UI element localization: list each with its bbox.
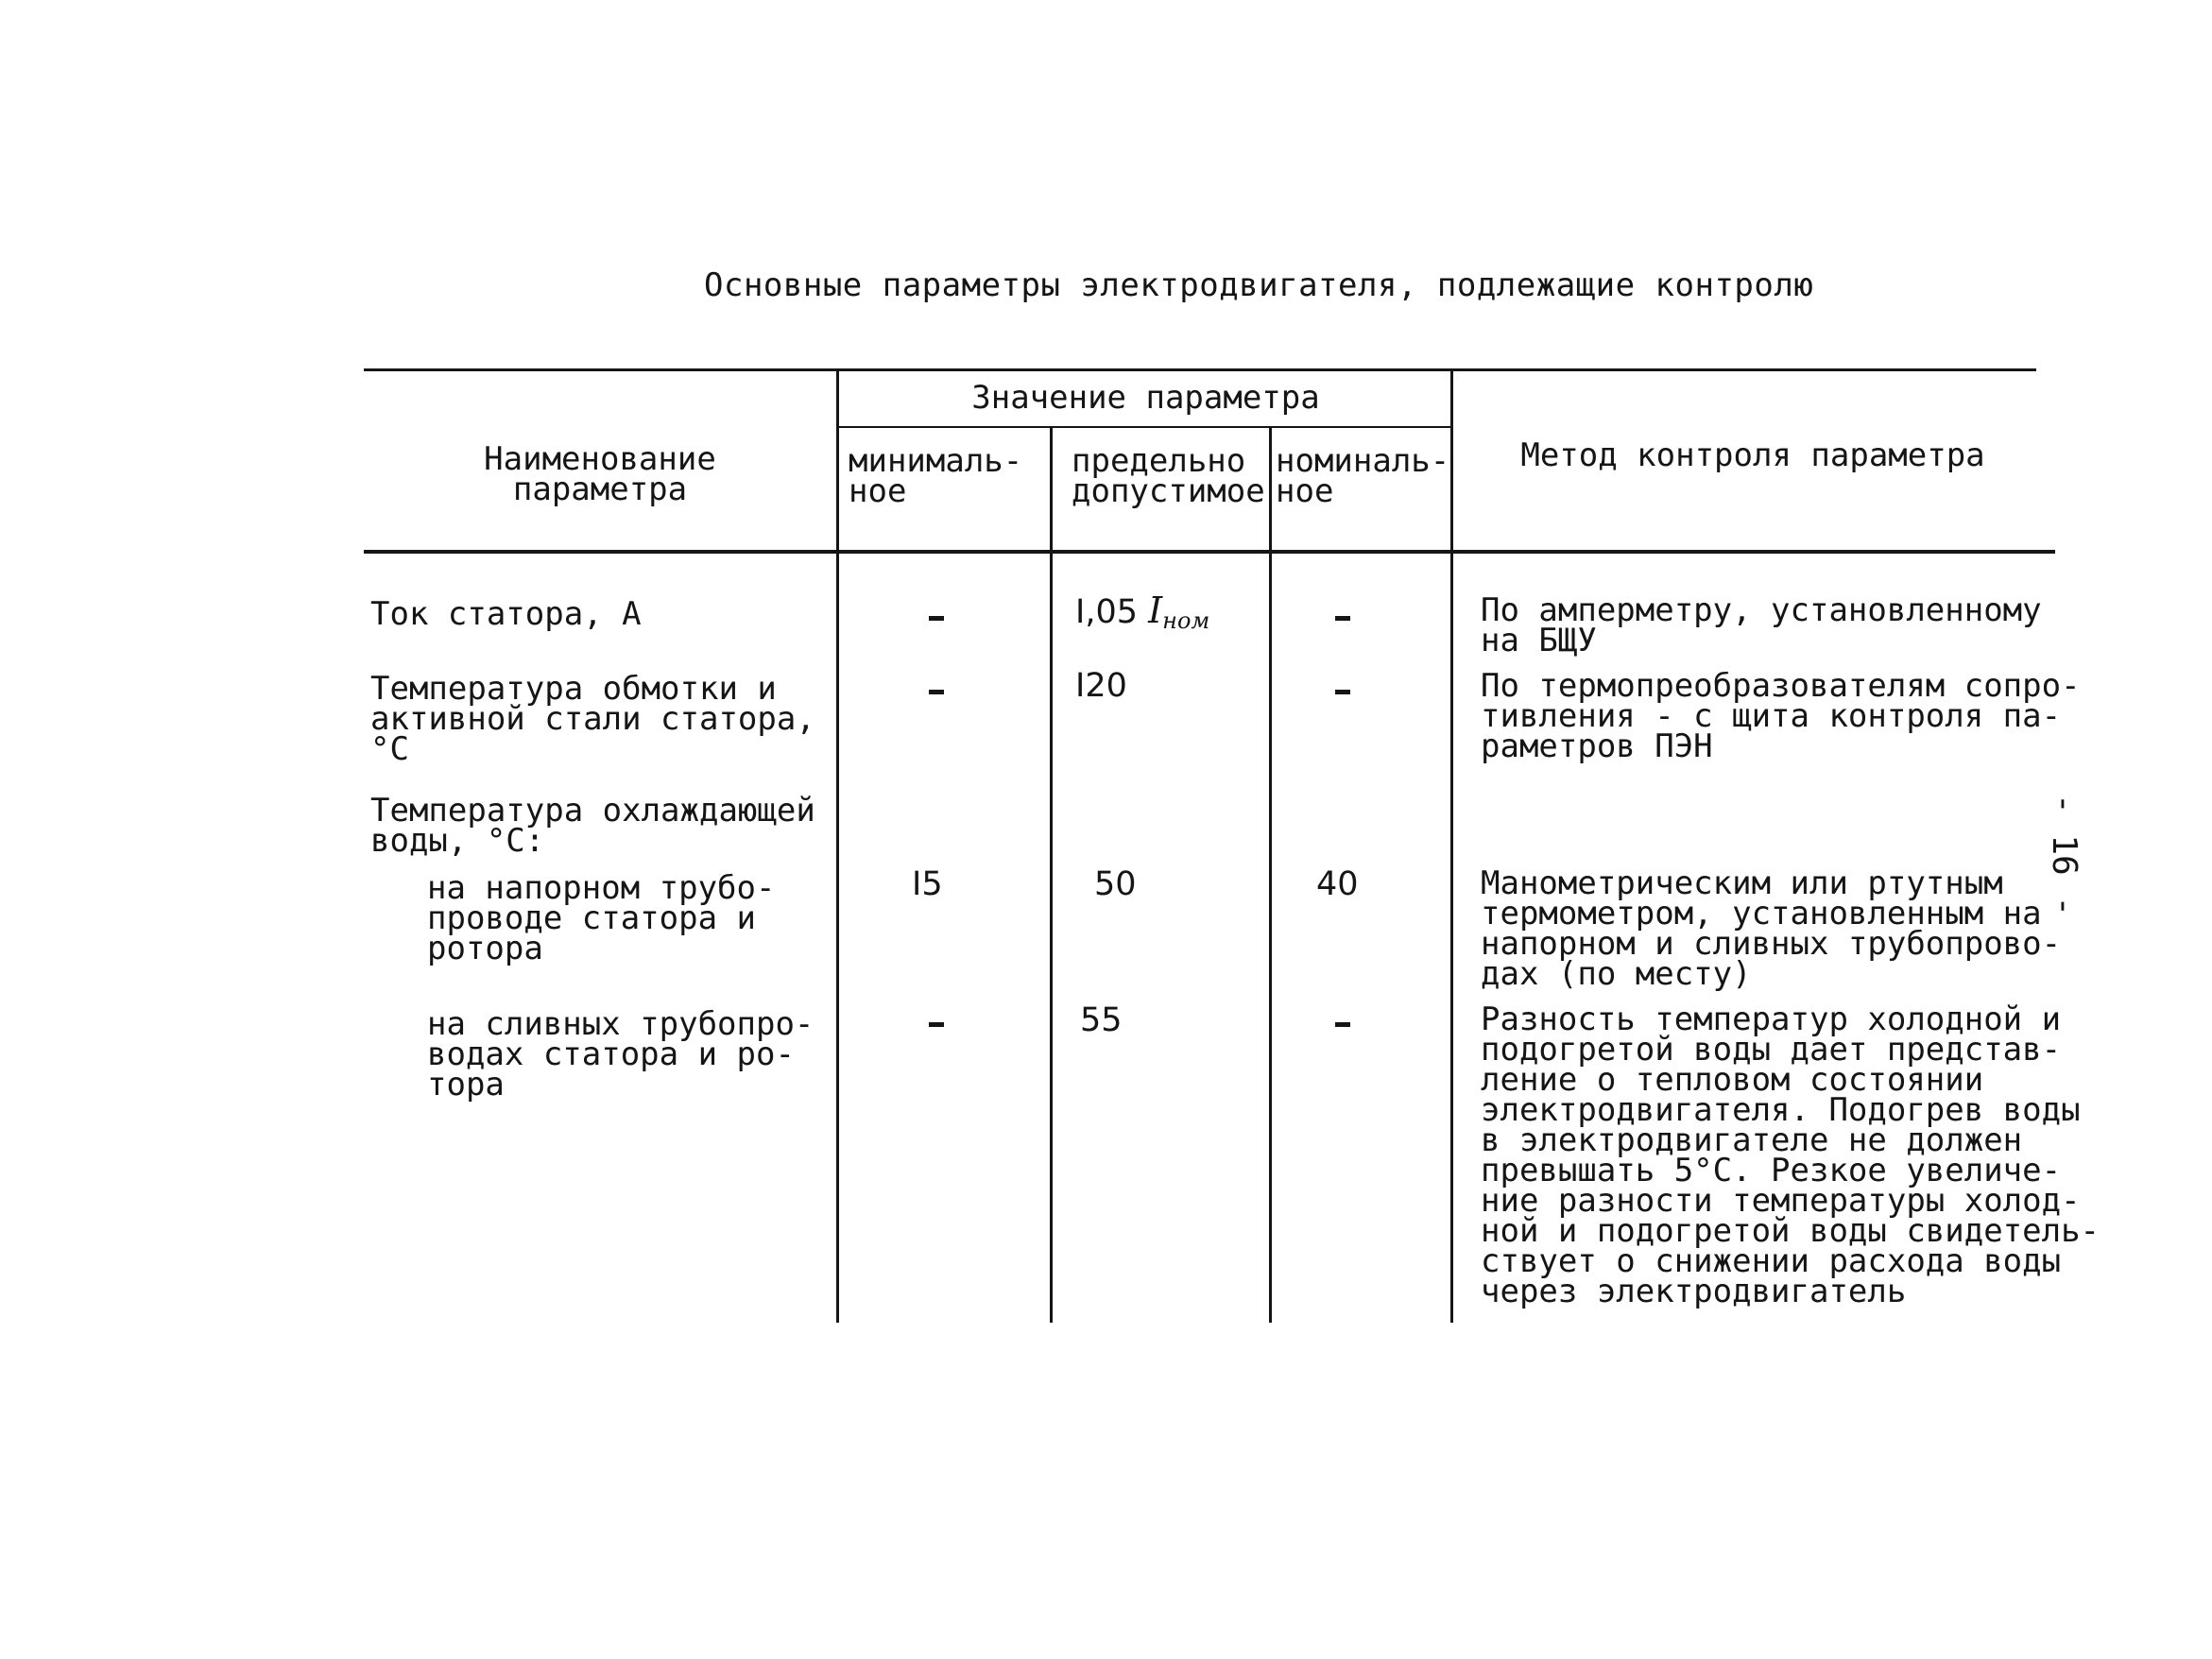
header-value-group: Значение параметра [971,379,1320,417]
header-max: предельно допустимое [1072,442,1265,510]
header-name: Наименование параметра [484,440,716,508]
row-4-name: на напорном трубо- проводе статора и ротора [427,869,776,967]
row-1-max [1075,590,1210,638]
row-4-min: I5 [912,865,943,903]
row-2-nom-dash [1335,690,1350,694]
header-bottom-rule [364,550,2055,554]
column-rule-3 [1269,426,1272,1323]
table-top-rule [364,368,2036,371]
row-2-max: I20 [1075,667,1127,705]
row-5-max: 55 [1080,1001,1123,1039]
row-5-min-dash [929,1022,944,1027]
column-rule-2 [1050,426,1053,1323]
row-1-nom-dash [1335,616,1350,621]
row-1-max-number: I,05 [1075,593,1138,631]
row-4-max: 50 [1094,865,1137,903]
row-2-name: Температура обмотки и активной стали статора, °С [370,670,815,768]
page-number: - 16 - [2045,794,2083,917]
row-5-method: Разность температур холодной и подогретой воды дает представ- ление о тепловом состоянии электродвигателя. Подогрев воды в электродвигателе не должен превышать 5°С. Резкое увеличе- ние разности температуры холод- ной и подогретой воды свидетель- ствует о снижении расхода воды через электродвигатель [1481,1001,2101,1310]
table-title: Основные параметры электродвигателя, подлежащие контролю [704,266,1814,304]
row-1-method: По амперметру, установленному на БЩУ [1481,591,2042,659]
row-2-min-dash [929,690,944,694]
rated-current-symbol: $I_{ном}$ [1148,590,1210,634]
row-3-name: Температура охлаждающей воды, °С: [370,792,815,860]
header-min: минималь- ное [849,442,1023,510]
row-4-nom: 40 [1316,865,1359,903]
row-4-method: Манометрическим или ртутным термометром, установленным на напорном и сливных трубопрово- дах (по месту) [1481,864,2062,993]
row-5-nom-dash [1335,1022,1350,1027]
row-5-name: на сливных трубопро- водах статора и ро- тора [427,1005,814,1103]
header-method: Метод контроля параметра [1520,436,1985,474]
row-1-name: Ток статора, А [370,595,642,633]
row-1-min-dash [929,616,944,621]
column-rule-1 [836,368,839,1323]
value-group-rule [836,426,1452,428]
column-rule-4 [1450,368,1453,1323]
header-nom: номиналь- ное [1276,442,1450,510]
row-2-method: По термопреобразователям сопро- тивления - с щита контроля па- раметров ПЭН [1481,667,2081,765]
